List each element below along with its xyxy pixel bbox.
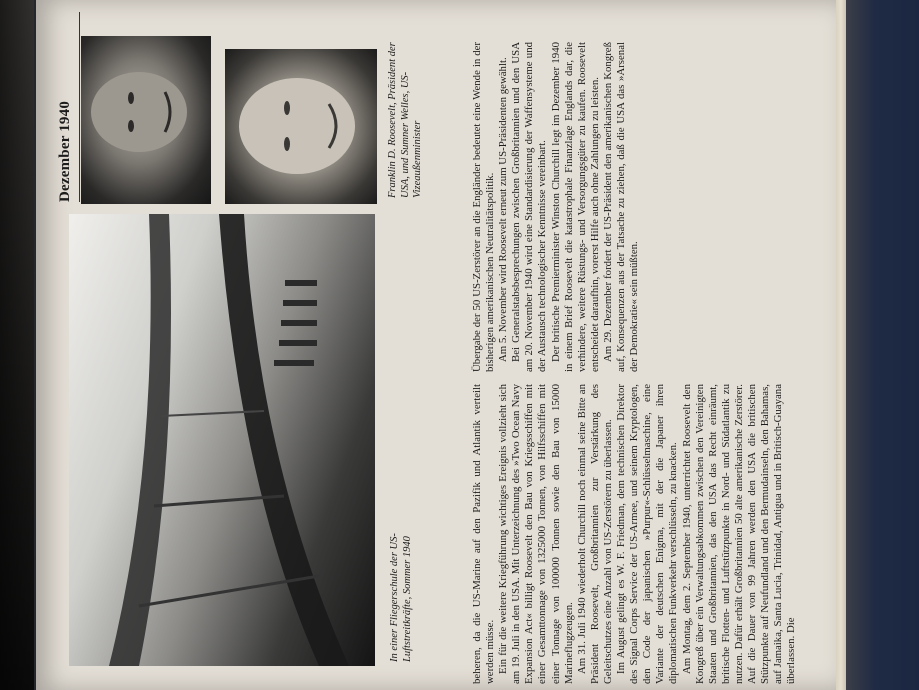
book-cover: [846, 0, 919, 690]
paragraph: Am Montag, dem 2. September 1940, unterrichtet Roosevelt den Kongreß über ein Verwaltungsabkommen zwischen den Vereinigten Staaten und Großbritannien, das den USA das Recht einräumt, britische Flotten- und Luftstützpunkte in Nord- und Südatlantik zu nutzen. Dafür erhält Großbritannien 50 alte amerikanische Zerstörer. Auf die Dauer von 99 Jahren werden den USA die britischen Stützpunkte auf Neufundland und den Bermudainseln, den Bahamas, auf Jamaika, Santa Lucia, Trinidad, Antigua und in Britisch-Guayana überlassen. Die: [680, 384, 798, 684]
paragraph: Der britische Premierminister Winston Churchill legt im Dezember 1940 in einem Brief Roosevelt die katastrophale Finanzlage Englands dar, die verhindere, weitere Rüstungs- und Versorgungsgüter zu kaufen. Roosevelt entscheidet daraufhin, vorerst Hilfe auch ohne Zahlungen zu leisten.: [549, 42, 601, 372]
page-content-rotated: [39, 0, 829, 690]
paragraph: Bei Generalstabsbesprechungen zwischen Großbritannien und den USA am 20. November 1940 wird eine Standardisierung der Waffensysteme und der Austausch technologischer Kenntnisse vereinbart.: [510, 42, 549, 372]
portrait-face-illustration: [225, 49, 377, 204]
flight-school-photo: [69, 214, 375, 666]
portrait-face-illustration: [81, 36, 211, 204]
flight-school-caption: In einer Fliegerschule der US-Luftstreitkräfte, Sommer 1940: [389, 533, 413, 662]
left-text-column: [471, 384, 798, 684]
book-page: [36, 0, 836, 690]
portrait-photo-welles: [81, 36, 211, 204]
paragraph: Im August gelingt es W. F. Friedman, dem technischen Direktor des Signal Corps Service der US-Armee, und seinem Kryptologen, den Code der japanischen »Purpur«-Schlüsselmaschine, eine Variante der deutschen Enigma, mit der die Japaner ihren diplomatischen Funkverkehr verschlüsseln, zu knacken.: [615, 384, 680, 684]
portraits-caption: Franklin D. Roosevelt, Präsident der USA, und Sumner Welles, US-Vizeaußenminister: [387, 42, 423, 198]
page-heading: Dezember 1940: [57, 100, 73, 202]
portrait-photo-roosevelt: [225, 49, 377, 204]
right-text-column: [471, 42, 641, 372]
biplane-wing-illustration: [69, 214, 375, 666]
paragraph: Am 29. Dezember fordert der US-Präsident den amerikanischen Kongreß auf, Konsequenzen aus der Tatsache zu ziehen, daß die USA das »Arsenal der Demokratie« sein müßten.: [601, 42, 641, 372]
paragraph: beheren, da die US-Marine auf den Pazifik und Atlantik verteilt werden müsse.: [471, 384, 497, 684]
paragraph: Am 5. November wird Roosevelt erneut zum US-Präsidenten gewählt.: [497, 57, 510, 362]
heading-rule: [79, 12, 80, 202]
paragraph: Am 31. Juli 1940 wiederholt Churchill noch einmal seine Bitte an Präsident Roosevelt, Großbritannien zur Verstärkung des Geleitschutzes eine Anzahl von US-Zerstörern zu überlassen.: [575, 384, 614, 684]
paragraph: Übergabe der 50 US-Zerstörer an die Engländer bedeutet eine Wende in der bisherigen amerikanischen Neutralitätspolitik.: [471, 42, 497, 372]
paragraph: Ein für die weitere Kriegführung wichtiges Ereignis vollzieht sich am 19. Juli in den USA. Mit Unterzeichnung des »Two Ocean Navy Expansion Act« billigt Roosevelt den Bau von Kriegsschiffen mit einer Gesamttonnage von 1325000 Tonnen, von Hilfsschiffen mit einer Tonnage von 100000 Tonnen sowie den Bau von 15000 Marineflugzeugen.: [497, 384, 575, 684]
